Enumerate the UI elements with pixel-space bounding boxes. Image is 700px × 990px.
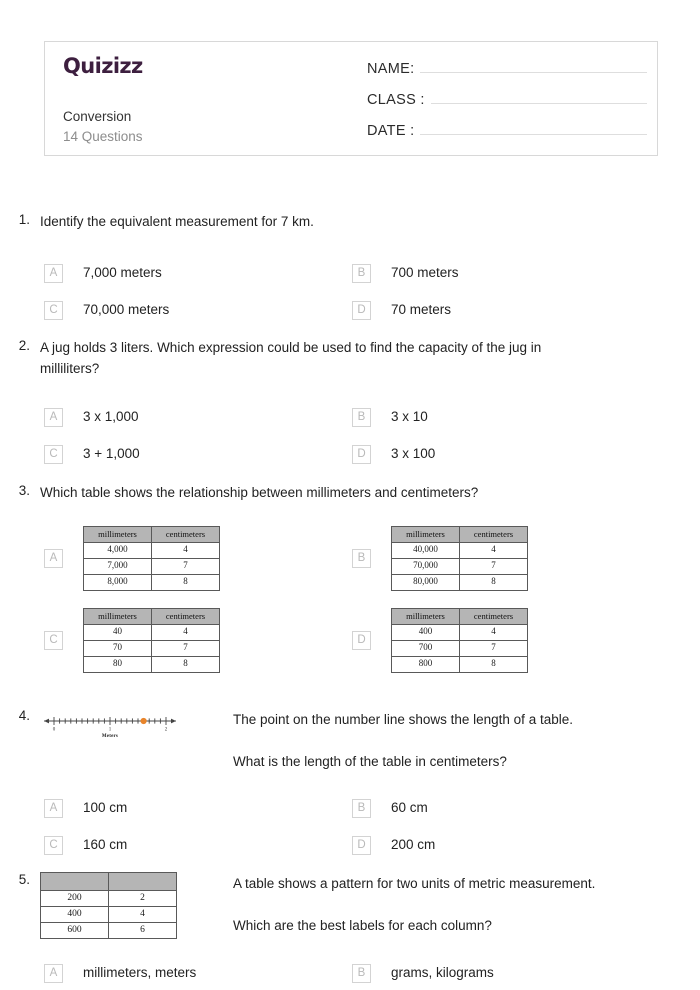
number-line-label-mid: 1 [108,727,112,733]
option-c-text: 70,000 meters [83,301,170,317]
question-2-header [0,338,700,380]
table-header-row [84,608,220,624]
cell: 200 [41,891,109,907]
cell: 400 [41,907,109,923]
table-row [84,640,220,656]
cell: 4 [152,624,220,640]
option-letter-d: D [352,301,371,320]
table-row [392,640,528,656]
question-2-option-a[interactable] [44,408,352,427]
option-d-text: 70 meters [391,301,452,317]
question-2-text: A jug holds 3 liters. Which expression could be used to find the capacity of the jug in milliliters? [40,340,542,376]
name-field-label: NAME: [367,61,415,77]
question-3-block [0,483,700,673]
cell: 600 [41,923,109,939]
question-1-number: 1. [18,212,30,227]
cell: 400 [392,624,460,640]
table-a-header-1: centimeters [152,526,220,542]
quiz-question-count: 14 Questions [63,128,143,144]
option-letter-b: B [352,799,371,818]
option-letter-d: D [352,445,371,464]
cell: 7,000 [84,558,152,574]
cell: 8,000 [84,574,152,590]
cell: 8 [152,574,220,590]
question-5-options-row-1 [0,964,700,983]
question-3-tables-row-2 [0,608,700,673]
question-2-option-b[interactable] [352,408,660,427]
table-row [41,907,177,923]
option-letter-b: B [352,549,371,568]
table-row [392,542,528,558]
option-letter-c: C [44,445,63,464]
option-b-text: 60 cm [391,799,428,815]
table-d-header-0: millimeters [392,608,460,624]
cell: 8 [152,656,220,672]
cell: 8 [460,574,528,590]
cell: 80,000 [392,574,460,590]
table-c-header-1: centimeters [152,608,220,624]
table-b-header-1: centimeters [460,526,528,542]
cell: 6 [109,923,177,939]
table-header-row [41,873,177,891]
question-4-block [0,708,700,855]
table-row [84,542,220,558]
question-3-header [0,483,700,504]
table-row [41,891,177,907]
cell: 4 [109,907,177,923]
cell: 70 [84,640,152,656]
table-header-row [84,526,220,542]
question-2-number: 2. [18,338,30,353]
class-field-input[interactable] [431,86,647,104]
date-field-row [367,117,647,148]
question-2-block [0,338,700,464]
question-2-option-d[interactable] [352,445,660,464]
class-field-row [367,86,647,117]
question-3-table-a [83,526,220,591]
table-row [84,656,220,672]
question-5-text-line1: A table shows a pattern for two units of metric measurement. [233,876,596,891]
option-letter-d: D [352,631,371,650]
cell: 700 [392,640,460,656]
question-1-block [0,212,700,320]
question-3-table-b [391,526,528,591]
cell: 7 [152,558,220,574]
question-4-option-a[interactable] [44,799,352,818]
option-letter-c: C [44,631,63,650]
question-3-table-c [83,608,220,673]
option-b-text: 3 x 10 [391,408,428,424]
question-1-text: Identify the equivalent measurement for 7 km. [40,214,314,229]
question-3-text: Which table shows the relationship between millimeters and centimeters? [40,485,479,500]
number-line-label-min: 0 [52,727,56,733]
name-field-input[interactable] [420,55,647,73]
option-a-text: millimeters, meters [83,965,197,980]
number-line-figure [40,708,180,748]
question-4-options-row-1 [0,799,700,818]
question-4-option-c[interactable] [44,836,352,855]
table-header-row [392,608,528,624]
question-3-option-d[interactable] [352,608,660,673]
number-line-svg [40,708,180,734]
option-letter-a: A [44,408,63,427]
name-field-row [367,55,647,86]
question-5-block [0,872,700,983]
question-4-option-d[interactable] [352,836,660,855]
option-c-text: 3 + 1,000 [83,445,140,461]
question-4-header [0,708,700,773]
option-a-text: 100 cm [83,799,128,815]
option-a-text: 3 x 1,000 [83,408,139,424]
question-5-text-line2: Which are the best labels for each column? [233,918,492,934]
question-2-options-row-2 [0,445,700,464]
question-4-text-area [233,708,653,773]
question-5-header [0,872,700,939]
date-field-label: DATE : [367,123,415,139]
option-letter-d: D [352,836,371,855]
table-row [392,656,528,672]
cell: 800 [392,656,460,672]
table-row [84,558,220,574]
cell: 4 [460,542,528,558]
question-1-option-a[interactable] [44,264,352,283]
question-4-numberline-area [40,708,233,773]
table-row [392,574,528,590]
student-info-fields [367,55,647,148]
cell: 7 [460,640,528,656]
table-b-header-0: millimeters [392,526,460,542]
cell: 70,000 [392,558,460,574]
option-b-text: grams, kilograms [391,965,494,980]
cell: 40 [84,624,152,640]
table-row [84,574,220,590]
cell: 4,000 [84,542,152,558]
number-line-caption: Meters [101,734,119,739]
option-letter-c: C [44,836,63,855]
question-4-option-b[interactable] [352,799,660,818]
quiz-title: Conversion [63,109,132,124]
question-1-header [0,212,700,233]
worksheet-header-card [44,41,658,156]
option-letter-a: A [44,264,63,283]
question-4-options-row-2 [0,836,700,855]
option-letter-b: B [352,408,371,427]
table-c-header-0: millimeters [84,608,152,624]
class-field-label: CLASS : [367,92,425,108]
table-row [392,558,528,574]
question-3-number: 3. [18,483,30,498]
cell: 4 [460,624,528,640]
option-letter-a: A [44,799,63,818]
question-3-tables-row-1 [0,526,700,591]
table-c [83,608,220,673]
question-3-option-a[interactable] [44,526,352,591]
table-row [41,923,177,939]
cell: 8 [460,656,528,672]
question-4-number: 4. [18,708,30,723]
question-5-table [40,872,177,939]
question-2-option-c[interactable] [44,445,352,464]
option-d-text: 3 x 100 [391,445,436,461]
number-line-label-max: 2 [164,727,168,733]
option-letter-a: A [44,964,63,983]
question-5-option-a[interactable] [44,964,352,983]
table-d-header-1: centimeters [460,608,528,624]
question-3-option-c[interactable] [44,608,352,673]
question-1-options-row-2 [0,301,700,320]
table-b [391,526,528,591]
option-d-text: 200 cm [391,836,436,852]
quizizz-logo: Quizizz [63,54,143,78]
table-row [392,624,528,640]
question-2-options-row-1 [0,408,700,427]
question-3-option-b[interactable] [352,526,660,591]
q5-header-1 [109,873,177,891]
date-field-input[interactable] [420,117,647,135]
option-a-text: 7,000 meters [83,264,162,280]
option-letter-a: A [44,549,63,568]
question-4-text-line2: What is the length of the table in centimeters? [233,754,507,770]
cell: 2 [109,891,177,907]
question-4-text-line1: The point on the number line shows the length of a table. [233,712,573,727]
question-5-number: 5. [18,872,30,887]
option-letter-c: C [44,301,63,320]
q5-header-0 [41,873,109,891]
cell: 80 [84,656,152,672]
question-5-table-area [40,872,233,939]
question-1-option-b[interactable] [352,264,660,283]
option-letter-b: B [352,964,371,983]
question-5-text-area [233,872,653,939]
table-a-header-0: millimeters [84,526,152,542]
question-1-option-c[interactable] [44,301,352,320]
option-c-text: 160 cm [83,836,128,852]
table-row [84,624,220,640]
header-left-section [63,56,363,146]
table-d [391,608,528,673]
question-3-table-d [391,608,528,673]
option-letter-b: B [352,264,371,283]
cell: 7 [460,558,528,574]
cell: 7 [152,640,220,656]
cell: 4 [152,542,220,558]
table-a [83,526,220,591]
question-1-option-d[interactable] [352,301,660,320]
table-header-row [392,526,528,542]
option-b-text: 700 meters [391,264,459,280]
question-1-options-row-1 [0,264,700,283]
cell: 40,000 [392,542,460,558]
question-5-option-b[interactable] [352,964,660,983]
